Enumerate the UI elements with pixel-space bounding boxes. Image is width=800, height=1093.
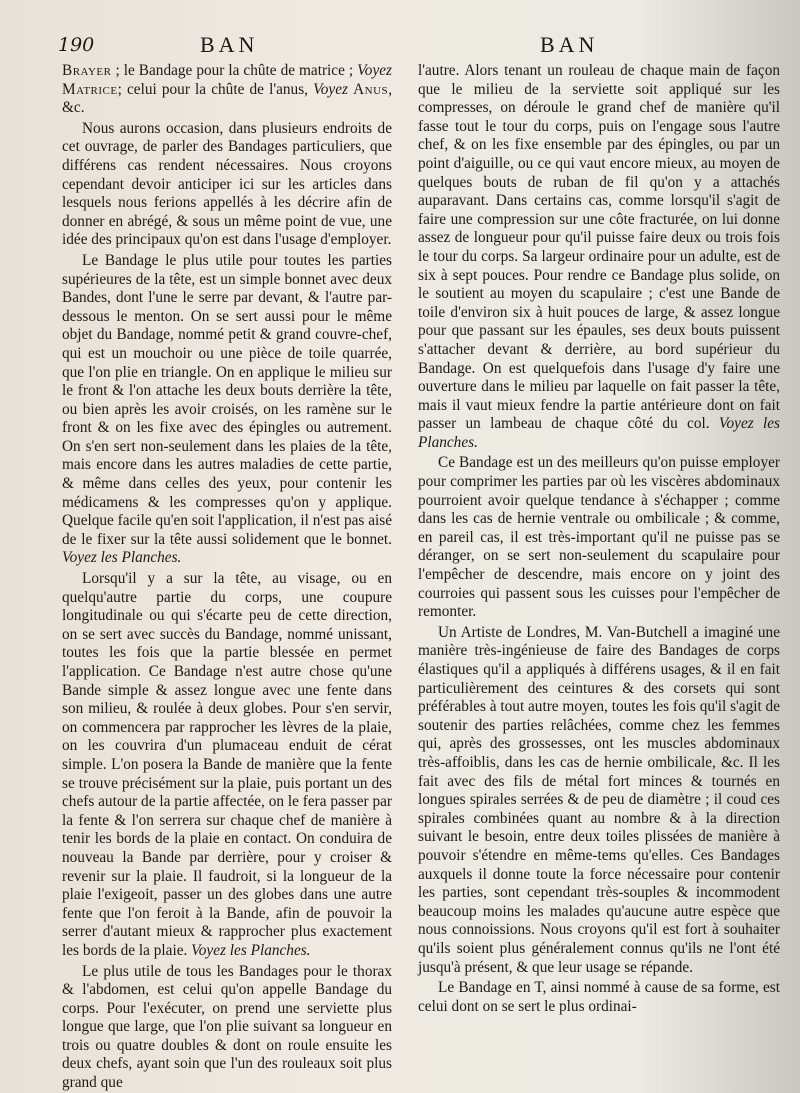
left-paragraph-5: Le plus utile de tous les Bandages pour le thorax & l'abdomen, est celui qu'on appelle Bandage du corps. Pour l'exécuter, on prend une serviette plus longue que large, que l'on plie suivant sa longueur en trois ou quatre doubles & dont on roule ensuite les deux chefs, ayant soin que l'un des rouleaux soit plus grand que (62, 962, 392, 1092)
cross-ref-anus: Anus (353, 80, 389, 98)
see-plates-ref: Voyez les Planches. (418, 415, 780, 451)
right-paragraph-3: Un Artiste de Londres, M. Van-Butchell a imaginé une manière très-ingénieuse de faire des Bandages de corps élastiques qu'il a appliqués à différens usages, & il en fait particulièrement des ceintures & des corsets qui sont préférables à tout autre moyen, toutes les fois qu'il s'agit de soutenir des parties relâchées, comme chez les femmes qui, après des grossesses, ont les muscles abdominaux très-affoiblis, dans les cas de hernie ombilicale, &c. Il les fait avec des fils de métal fort minces & tournés en longues spirales serrées & de peu de diamètre ; il coud ces spirales combinées quant au nombre & à la direction suivant le besoin, entre deux toiles plissées de manière à pouvoir s'étendre en même-tems qu'elles. Ces Bandages auxquels il donne toute la force nécessaire pour contenir les parties, sont cependant très-souples & incommodent beaucoup moins les malades qu'aucune autre espèce que nous connoissions. Nous croyons qu'il est fort à souhaiter qu'ils soient plus généralement connus qu'ils ne l'ont été jusqu'à présent, & que leur usage se répande. (418, 623, 780, 976)
running-head-left: BAN (200, 32, 259, 57)
page-header (0, 32, 800, 62)
left-column (62, 62, 392, 1093)
right-paragraph-2: Ce Bandage est un des meilleurs qu'on puisse employer pour comprimer les parties par où les viscères abdominaux pourroient avoir quelque tendance à s'échapper ; comme dans les cas de hernie ventrale ou ombilicale ; & comme, en pareil cas, il est très-important qu'il ne puisse pas se déranger, on se sert non-seulement du scapulaire pour l'empêcher de descendre, mais encore on y joint des courroies qui passent sous les cuisses pour l'empêcher de remonter. (418, 454, 780, 621)
right-paragraph-4: Le Bandage en T, ainsi nommé à cause de sa forme, est celui dont on se sert le plus ordinai- (418, 979, 780, 1015)
left-paragraph-2: Nous aurons occasion, dans plusieurs endroits de cet ouvrage, de parler des Bandages particuliers, que différens cas rendent nécessaires. Nous croyons cependant devoir anticiper ici sur les articles dans lesquels nous ferions appellés à les décrire afin de donner en abrégé, & sous un même point de vue, une idée des principaux qu'on est dans l'usage d'employer. (62, 119, 392, 249)
right-paragraph-1: l'autre. Alors tenant un rouleau de chaque main de façon que le milieu de la serviette soit appliqué sur les compresses, on déroule le grand chef de manière qu'il fasse tout le tour du corps, puis on l'engage sous l'autre chef, & on les fixe ensemble par des épingles, ou par un point d'aiguille, ou ce qui vaut encore mieux, au moyen de quelques bouts de ruban de fil qu'on y a attachés auparavant. Dans certains cas, comme lorsqu'il s'agit de faire une compression sur une côte fracturée, on lui donne assez de longueur pour qu'il puisse faire deux ou trois fois le tour du corps. Sa largeur ordinaire pour un adulte, est de six à sept pouces. Pour rendre ce Bandage plus solide, on le soutient au moyen du scapulaire ; c'est une Bande de toile d'environ six à huit pouces de large, & assez longue pour que passant sur les épaules, ses deux bouts puissent s'attacher devant & derrière, au bord supérieur du Bandage. On est quelquefois dans l'usage d'y faire une ouverture dans le milieu par laquelle on fait passer la tête, mais il vaut mieux fendre la partie antérieure dont on fait passer un lambeau de chaque côté du col. Voyez les Planches. (418, 62, 780, 451)
left-paragraph-4: Lorsqu'il y a sur la tête, au visage, ou en quelqu'autre partie du corps, une coupure longitudinale ou qui s'écarte peu de cette direction, on se sert avec succès du Bandage, nommé unissant, toutes les fois que la partie blessée en permet l'application. Ce Bandage n'est autre chose qu'une Bande simple & assez longue avec une fente dans son milieu, & roulée à deux globes. Pour s'en servir, on commencera par rapprocher les lèvres de la plaie, on les couvrira d'un plumaceau enduit de cérat simple. L'on posera la Bande de manière que la fente se trouve précisément sur la plaie, puis portant un des chefs autour de la partie affectée, on le fera passer par la fente & l'on serrera sur chaque chef de manière à tenir les bords de la plaie en contact. On conduira de nouveau la Bande par derrière, pour y croiser & revenir sur la plaie. Il faudroit, si la longueur de la plaie l'exigeoit, passer un des globes dans une autre fente que l'on feroit à la Bande, afin de pouvoir la serrer d'autant mieux & rapprocher plus exactement les bords de la plaie. Voyez les Planches. (62, 570, 392, 959)
page-number: 190 (58, 34, 95, 56)
see-plates-ref: Voyez les Planches. (62, 549, 182, 567)
left-paragraph-1: Brayer ; le Bandage pour la chûte de matrice ; Voyez Matrice; celui pour la chûte de l'anus, Voyez Anus, &c. (62, 62, 393, 117)
cross-ref-brayer: Brayer (62, 62, 112, 79)
right-column (418, 62, 780, 1016)
running-head-right: BAN (540, 32, 599, 57)
cross-ref-matrice: Matrice (62, 80, 118, 98)
left-paragraph-3: Le Bandage le plus utile pour toutes les parties supérieures de la tête, est un simple bonnet avec deux Bandes, dont l'une le serre par devant, & l'autre par-dessous le menton. On se sert aussi pour le même objet du Bandage, nommé petit & grand couvre-chef, qui est un mouchoir ou une pièce de toile quarrée, que l'on plie en triangle. On en applique le milieu sur le front & l'on attache les deux bouts derrière la tête, ou bien après les avoir croisés, on les ramène sur le front & on les fixe avec des épingles ou autrement. On s'en sert non-seulement dans les plaies de la tête, mais encore dans les autres maladies de cette partie, & même dans celles des yeux, pour contenir les médicamens & les compresses qu'on y applique. Quelque facile qu'en soit l'application, il n'est pas aisé de le fixer sur la tête aussi solidement que le bonnet. Voyez les Planches. (62, 251, 392, 567)
see-plates-ref: Voyez les Planches. (191, 941, 311, 959)
